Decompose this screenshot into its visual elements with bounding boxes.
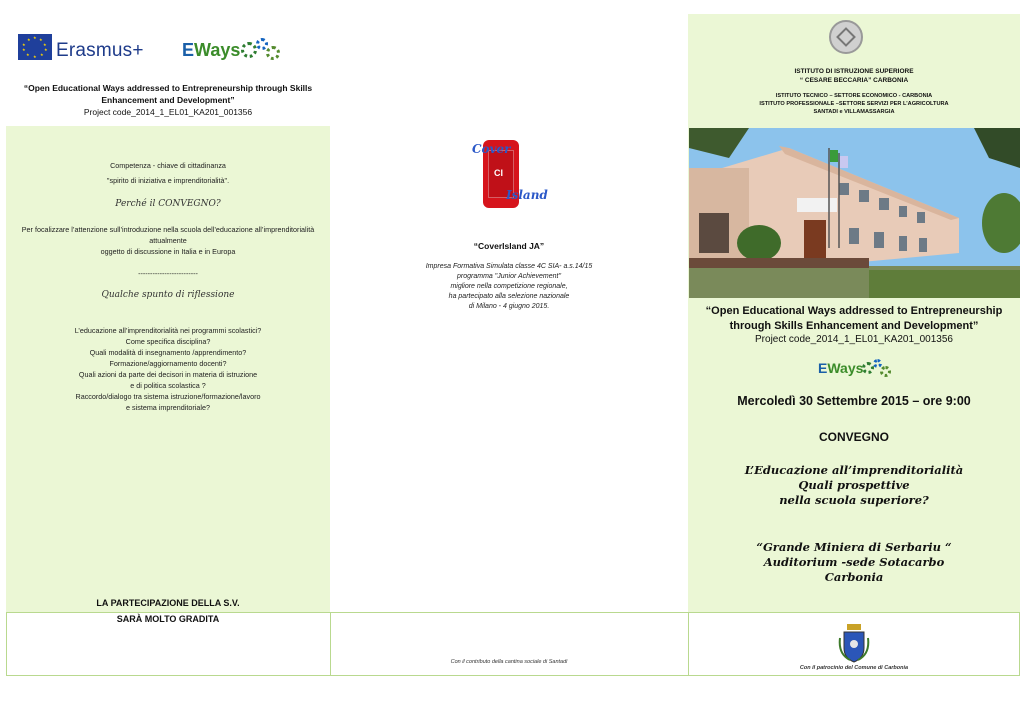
- event-venue-line: Auditorium -sede Sotacarbo: [763, 555, 945, 569]
- project-title-left-text: “Open Educational Ways addressed to Entrepreneurship through Skills Enhancement and Development”: [23, 83, 313, 105]
- project-title-left: [18, 82, 318, 118]
- project-title-right-line: “Open Educational Ways addressed to Entrepreneurship: [705, 305, 1003, 317]
- school-name-line: ISTITUTO DI ISTRUZIONE SUPERIORE: [794, 68, 914, 75]
- school-name-line: “ CESARE BECCARIA” CARBONIA: [799, 77, 909, 84]
- question-item: Quali modalità di insegnamento /apprendimento?: [89, 348, 247, 357]
- perche-heading: Perché il CONVEGNO?: [115, 199, 221, 209]
- coverisland-logo-ci: CI: [494, 168, 503, 178]
- separator: -------------------------: [138, 269, 198, 278]
- question-item: Raccordo/dialogo tra sistema istruzione/formazione/lavoro: [75, 392, 261, 401]
- question-item: Come specifica disciplina?: [125, 337, 211, 346]
- coverisland-desc-line: Impresa Formativa Simulata classe 4C SIA- a.s.14/15: [425, 263, 593, 270]
- project-title-right-line: through Skills Enhancement and Development”: [729, 320, 979, 332]
- erasmus-logo-text: Erasmus+: [56, 40, 144, 61]
- event-theme-line: L’Educazione all’imprenditorialità: [744, 463, 964, 477]
- school-sub-line: ISTITUTO TECNICO – SETTORE ECONOMICO - CARBONIA: [775, 93, 933, 99]
- eways-logo-e: E: [182, 40, 195, 60]
- coverisland-title: “CoverIsland JA”: [473, 241, 545, 251]
- question-item: L’educazione all’imprenditorialità nei programmi scolastici?: [74, 326, 262, 335]
- questions-list: [6, 325, 330, 413]
- question-item: e di politica scolastica ?: [130, 381, 206, 390]
- question-item: e sistema imprenditoriale?: [126, 403, 210, 412]
- school-subheader: [688, 92, 1020, 116]
- focus-line-3: oggetto di discussione in Italia e in Europa: [100, 247, 236, 256]
- sponsor-note: Con il contributo della cantina sociale di Santadi: [450, 659, 568, 665]
- gear-icon: [266, 46, 280, 60]
- coverisland-desc-line: di Milano - 4 giugno 2015.: [468, 303, 550, 310]
- school-sub-line: SANTADI e VILLAMASSARGIA: [813, 109, 895, 115]
- riflessione-heading: Qualche spunto di riflessione: [101, 290, 235, 300]
- gear-icon: [241, 42, 257, 58]
- project-title-right: [688, 304, 1020, 334]
- coverisland-description: [330, 262, 688, 312]
- eu-flag-logo: ★ ★ ★ ★ ★ ★ ★ ★ ★ ★: [18, 34, 52, 60]
- question-item: Quali azioni da parte dei decisori in materia di istruzione: [78, 370, 258, 379]
- italian-republic-emblem-icon: [829, 20, 863, 54]
- event-theme-line: nella scuola superiore?: [779, 493, 929, 507]
- eways-logo-right: [818, 360, 863, 376]
- event-venue-line: “Grande Miniera di Serbariu “: [756, 540, 952, 554]
- event-theme: [688, 463, 1020, 508]
- school-building-photo: [689, 128, 1020, 298]
- eways-logo-ways: Ways: [194, 40, 241, 60]
- convegno-heading: CONVEGNO: [818, 430, 889, 444]
- footer-rule-divider-1: [330, 612, 331, 676]
- question-item: Formazione/aggiornamento docenti?: [109, 359, 227, 368]
- patronage-note: Con il patrocinio del Comune di Carbonia: [799, 665, 909, 671]
- project-code-left: Project code_2014_1_EL01_KA201_001356: [83, 107, 253, 117]
- footer-rule-top: [6, 612, 1020, 613]
- coverisland-logo-island: Island: [506, 188, 548, 202]
- eways-logo-right-e: E: [818, 360, 828, 376]
- spirito-text: "spirito di iniziativa e imprenditorialità".: [106, 176, 230, 185]
- eways-logo-right-ways: Ways: [827, 360, 864, 376]
- event-theme-line: Quali prospettive: [798, 478, 910, 492]
- focus-line-1: Per focalizzare l’attenzione sull’introduzione nella scuola dell’educazione all’imprenditorialità: [21, 225, 315, 234]
- eways-logo: [182, 40, 240, 61]
- participation-line-2: SARÀ MOLTO GRADITA: [116, 614, 220, 624]
- coverisland-desc-line: programma "Junior Achievement": [457, 273, 561, 280]
- coverisland-desc-line: ha partecipato alla selezione nazionale: [448, 293, 570, 300]
- gear-icon: [880, 366, 891, 377]
- project-code-right: Project code_2014_1_EL01_KA201_001356: [755, 334, 953, 345]
- carbonia-coat-of-arms-icon: [838, 624, 870, 664]
- focus-line-2: attualmente: [149, 236, 187, 245]
- coverisland-logo-cover: Cover: [472, 142, 511, 156]
- event-date: Mercoledì 30 Settembre 2015 – ore 9:00: [737, 394, 971, 408]
- event-venue-line: Carbonia: [824, 570, 884, 584]
- coverisland-desc-line: migliore nella competizione regionale,: [450, 283, 568, 290]
- school-sub-line: ISTITUTO PROFESSIONALE –SETTORE SERVIZI PER L’AGRICOLTURA: [759, 101, 949, 107]
- footer-rule-bottom: [6, 675, 1020, 676]
- school-header: [688, 67, 1020, 85]
- participation-line-1: LA PARTECIPAZIONE DELLA S.V.: [96, 598, 240, 608]
- event-venue: [688, 540, 1020, 585]
- competenza-text: Competenza - chiave di cittadinanza: [110, 161, 226, 170]
